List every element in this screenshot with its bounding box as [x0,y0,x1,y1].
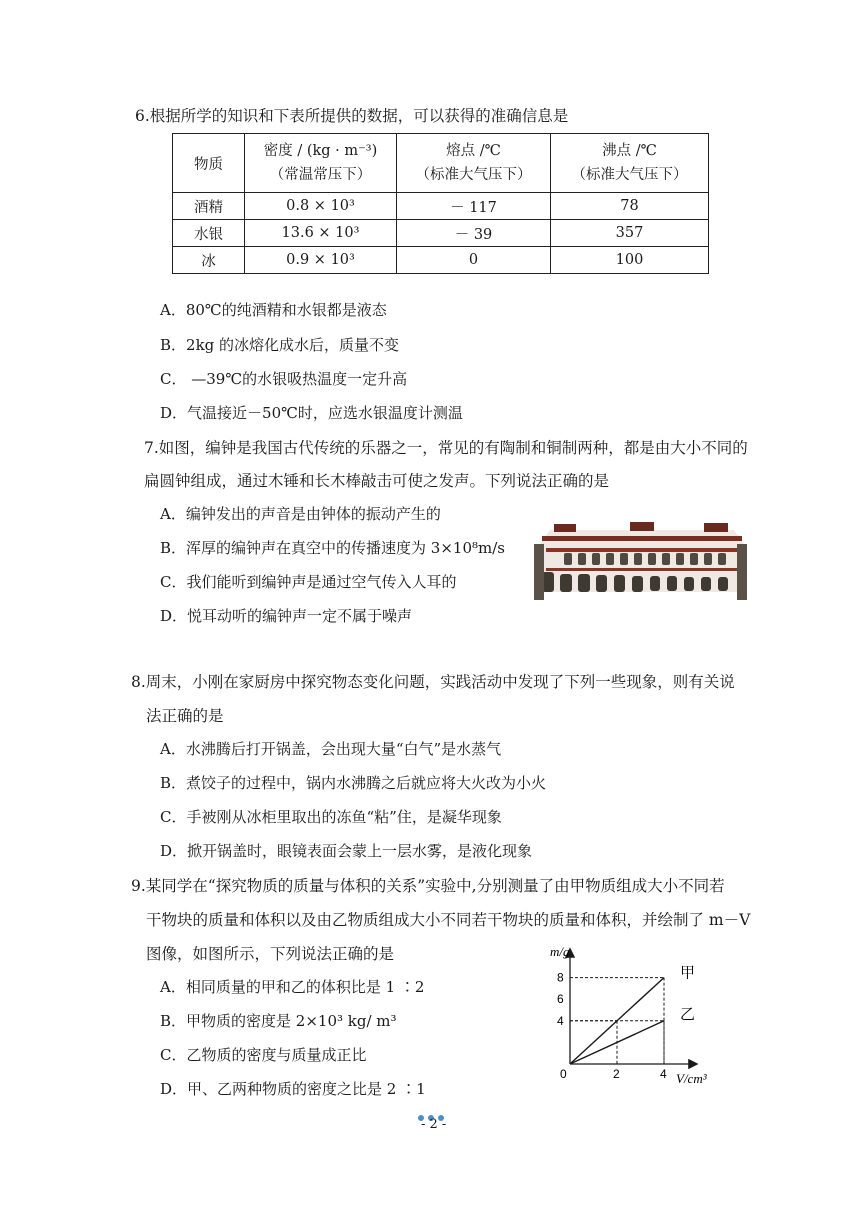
q8-stem-line2: 法正确的是 [146,707,224,725]
q6-option-a: A．80℃的纯酒精和水银都是液态 [160,301,387,319]
table-cell: 冰 [173,247,245,274]
y-tick-label: 8 [557,970,564,985]
q9-stem-line1: 9.某同学在“探究物质的质量与体积的关系”实验中,分别测量了由甲物质组成大小不同若 [131,877,725,895]
table-header-density: 密度 / (kg · m⁻³) （常温常压下） [245,134,397,193]
series-label: 甲 [680,963,696,982]
q9-stem-line2: 干物块的质量和体积以及由乙物质组成大小不同若干物块的质量和体积，并绘制了 m－V [146,911,751,929]
table-cell: 13.6 × 10³ [245,220,397,247]
q8-option-a: A．水沸腾后打开锅盖，会出现大量“白气”是水蒸气 [160,740,502,758]
x-tick-label: 0 [560,1067,567,1081]
table-header-substance: 物质 [173,134,245,193]
table-cell: 水银 [173,220,245,247]
q8-option-c: C．手被刚从冰柜里取出的冻鱼“粘”住，是凝华现象 [160,808,502,826]
bianzhong-image [534,522,747,600]
table-cell: 0.8 × 10³ [245,193,397,220]
table-cell: － 117 [397,193,551,220]
q7-option-b: B．浑厚的编钟声在真空中的传播速度为 3×10⁸m/s [160,539,505,557]
table-row [173,220,709,247]
table-row [173,247,709,274]
table-header-boiling: 沸点 /℃ （标准大气压下） [551,134,709,193]
table-row [173,193,709,220]
table-cell: 酒精 [173,193,245,220]
q6-option-d: D．气温接近－50℃时，应选水银温度计测温 [160,404,463,422]
q8-stem-line1: 8.周末，小刚在家厨房中探究物态变化问题，实践活动中发现了下列一些现象，则有关说 [131,673,735,691]
page-number: - 2 - [421,1117,447,1132]
q9-option-d: D．甲、乙两种物质的密度之比是 2 ∶1 [160,1080,426,1098]
mv-chart [536,938,716,1088]
q8-option-b: B．煮饺子的过程中，锅内水沸腾之后就应将大火改为小火 [160,774,547,792]
q6-option-c: C． —39℃的水银吸热温度一定升高 [160,370,408,388]
q7-option-d: D．悦耳动听的编钟声一定不属于噪声 [160,607,413,625]
data-table [172,133,709,274]
y-tick-label: 4 [557,1013,564,1028]
page-dots [418,1107,450,1117]
q9-option-a: A．相同质量的甲和乙的体积比是 1 ∶2 [160,978,425,996]
series-label: 乙 [680,1004,696,1023]
q7-stem-line2: 扁圆钟组成，通过木锤和长木棒敲击可使之发声。下列说法正确的是 [144,472,610,490]
q7-option-c: C．我们能听到编钟声是通过空气传入人耳的 [160,573,457,591]
q7-stem-line1: 7.如图，编钟是我国古代传统的乐器之一，常见的有陶制和铜制两种，都是由大小不同的 [144,439,748,457]
table-cell: 0.9 × 10³ [245,247,397,274]
table-cell: 0 [397,247,551,274]
table-cell: 78 [551,193,709,220]
table-cell: 100 [551,247,709,274]
q7-option-a: A．编钟发出的声音是由钟体的振动产生的 [160,505,441,523]
q9-stem-line3: 图像，如图所示，下列说法正确的是 [146,945,395,963]
table-cell: 357 [551,220,709,247]
x-axis-label: V/cm³ [676,1071,707,1086]
q8-option-d: D．掀开锅盖时，眼镜表面会蒙上一层水雾，是液化现象 [160,842,533,860]
q6-stem: 6.根据所学的知识和下表所提供的数据，可以获得的准确信息是 [135,107,569,125]
q9-option-c: C．乙物质的密度与质量成正比 [160,1046,367,1064]
y-tick-label: 6 [557,992,564,1007]
q6-option-b: B．2kg 的冰熔化成水后，质量不变 [160,336,400,354]
q9-option-b: B．甲物质的密度是 2×10³ kg/ m³ [160,1012,397,1030]
x-tick-label: 4 [660,1067,667,1081]
y-axis-label: m/g [550,944,570,959]
table-cell: － 39 [397,220,551,247]
table-header-melting: 熔点 /℃ （标准大气压下） [397,134,551,193]
x-tick-label: 2 [613,1067,620,1081]
